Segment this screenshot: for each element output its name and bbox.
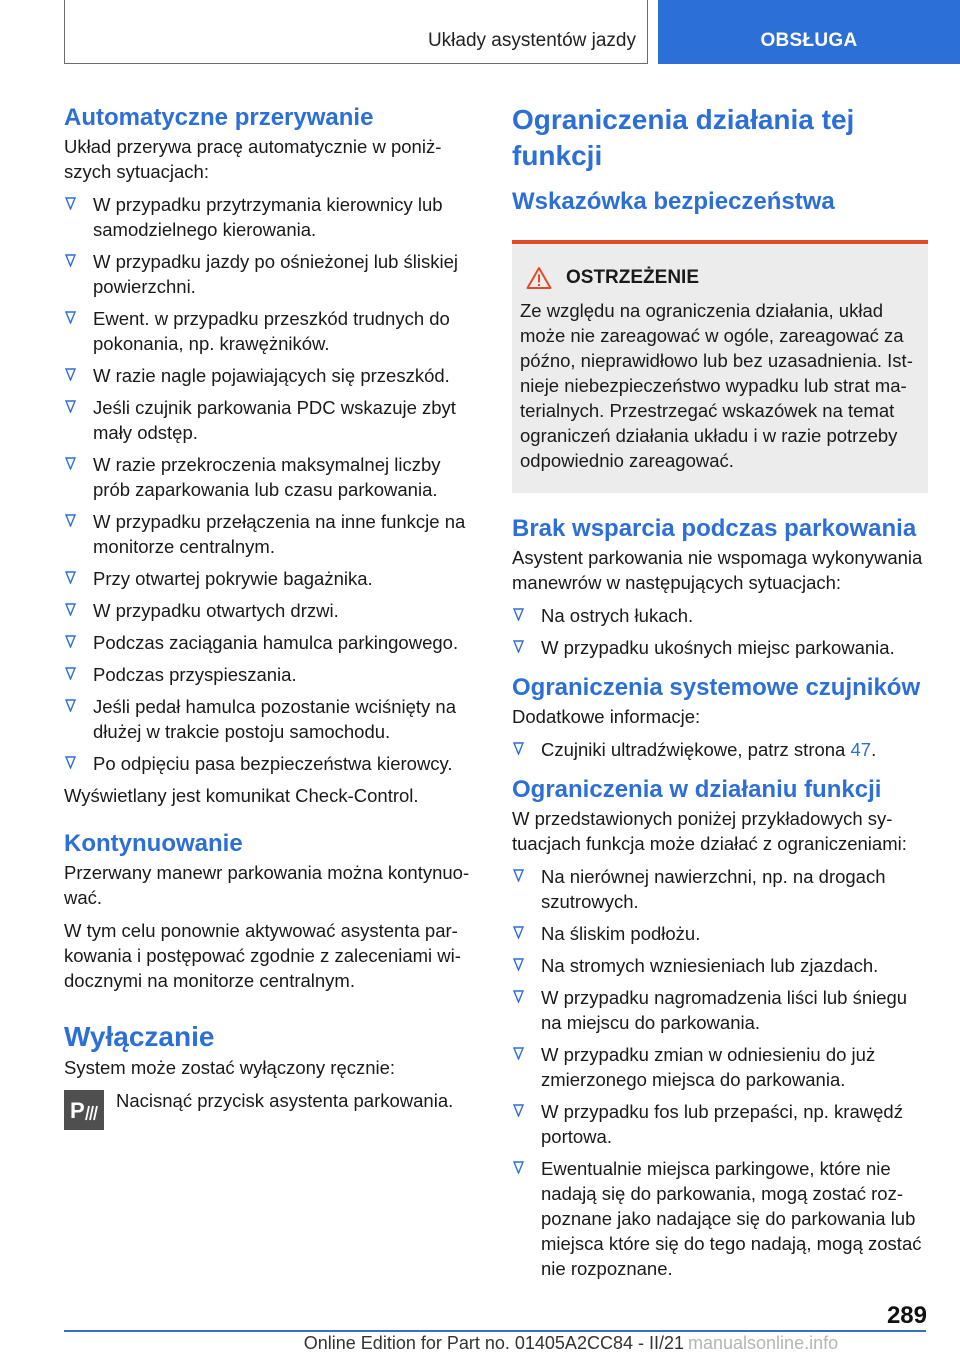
no-support-intro: Asystent parkowania nie wspomaga wykonywania manewrów w następujących sytuacjach: xyxy=(512,547,923,593)
list-item: W razie przekroczenia maksymalnej liczby prób zaparkowania lub czasu parkowania. xyxy=(64,452,478,502)
warning-title xyxy=(520,266,920,290)
page-link-47[interactable]: 47 xyxy=(850,739,872,760)
auto-intro: Układ przerywa pracę automatycznie w poniższych sytuacjach: xyxy=(64,136,442,182)
list-item: Jeśli czujnik parkowania PDC wskazuje zbyt mały odstęp. xyxy=(64,395,478,445)
right-column xyxy=(512,102,928,1288)
triangle-bullet-icon xyxy=(513,742,524,755)
heading-switch-off: Wyłączanie xyxy=(64,1021,215,1052)
list-item: W przypadku ukośnych miejsc parkowania. xyxy=(512,635,928,660)
park-assist-button-row xyxy=(64,1088,478,1130)
auto-after: Wyświetlany jest komunikat Check-Control. xyxy=(64,785,419,806)
list-item: Jeśli pedał hamulca pozostanie wciśnięty na dłużej w trakcie postoju samochodu. xyxy=(64,694,478,744)
left-column xyxy=(64,102,478,1130)
list-item: Na nierównej nawierzchni, np. na drogach szutrowych. xyxy=(512,864,928,914)
svg-text:P: P xyxy=(70,1098,85,1123)
sensor-list xyxy=(512,737,928,762)
warning-label: OSTRZEŻENIE xyxy=(566,267,700,288)
list-item: Czujniki ultradźwiękowe, patrz strona 47. xyxy=(512,737,928,762)
list-item: W przypadku przytrzymania kierownicy lub samodzielnego kierowania. xyxy=(64,192,478,242)
footer-edition: Online Edition for Part no. 01405A2CC84 - II/21 xyxy=(303,1333,684,1353)
triangle-bullet-icon xyxy=(65,254,76,267)
page-number: 289 xyxy=(886,1302,927,1329)
function-intro: W przedstawionych poniżej przykładowych sytuacjach funkcja może działać z ograniczeniami: xyxy=(512,808,907,854)
no-support-list xyxy=(512,603,928,660)
header-tab-obsluga[interactable] xyxy=(658,0,960,64)
triangle-bullet-icon xyxy=(65,635,76,648)
triangle-bullet-icon xyxy=(513,990,524,1003)
function-list xyxy=(512,864,928,1281)
list-item: Podczas przyspieszania. xyxy=(64,662,478,687)
heading-safety-note: Wskazówka bezpieczeństwa xyxy=(512,188,835,215)
triangle-bullet-icon xyxy=(65,311,76,324)
footer-watermark: manualsonline.info xyxy=(688,1333,839,1353)
heading-function-limits: Ograniczenia w działaniu funkcji xyxy=(512,776,882,803)
triangle-bullet-icon xyxy=(65,368,76,381)
list-item: W przypadku nagromadzenia liści lub śniegu na miejscu do parkowania. xyxy=(512,985,928,1035)
sensor-intro: Dodatkowe informacje: xyxy=(512,706,701,727)
list-item: Po odpięciu pasa bezpieczeństwa kierowcy. xyxy=(64,751,478,776)
triangle-bullet-icon xyxy=(513,869,524,882)
list-item: Podczas zaciągania hamulca parkingowego. xyxy=(64,630,478,655)
triangle-bullet-icon xyxy=(65,699,76,712)
warning-text: Ze względu na ograniczenia działania, układ może nie zareagować w ogóle, zareagować za późno, nieprawidłowo lub bez uzasadnienia. Istnieje niebezpieczeństwo wypadku lub strat materialnych. Przestrzegać wskazówek na temat ograniczeń działania układu i w razie potrzeby odpowiednio zareagować. xyxy=(520,300,913,471)
triangle-bullet-icon xyxy=(513,1161,524,1174)
list-item: Ewentualnie miejsca parkingowe, które nie nadają się do parkowania, mogą zostać rozpoznane jako nadające się do parkowania lub miejsca które się do tego nadają, mogą zostać nie rozpoznane. xyxy=(512,1156,928,1281)
continue-p2: W tym celu ponownie aktywować asystenta parkowania i postępować zgodnie z zaleceniami widocznymi na monitorze centralnym. xyxy=(64,920,461,991)
footer-rule xyxy=(64,1330,926,1332)
triangle-bullet-icon xyxy=(65,457,76,470)
heading-auto-interrupt: Automatyczne przerywanie xyxy=(64,104,374,131)
continue-p1: Przerwany manewr parkowania można kontynuować. xyxy=(64,862,470,908)
heading-limits: Ograniczenia działania tej funkcji xyxy=(512,104,855,171)
heading-no-support: Brak wsparcia podczas parkowania xyxy=(512,515,917,542)
triangle-bullet-icon xyxy=(65,514,76,527)
heading-sensor-limits: Ograniczenia systemowe czujników xyxy=(512,674,921,701)
triangle-bullet-icon xyxy=(65,756,76,769)
list-item: Przy otwartej pokrywie bagażnika. xyxy=(64,566,478,591)
triangle-bullet-icon xyxy=(513,958,524,971)
triangle-bullet-icon xyxy=(513,608,524,621)
triangle-bullet-icon xyxy=(65,400,76,413)
header-tab-label: OBSŁUGA xyxy=(760,30,858,51)
triangle-bullet-icon xyxy=(513,926,524,939)
triangle-bullet-icon xyxy=(65,667,76,680)
list-item: Na ostrych łukach. xyxy=(512,603,928,628)
list-item: W przypadku zmian w odniesieniu do już zmierzonego miejsca do parkowania. xyxy=(512,1042,928,1092)
list-item: Na stromych wzniesieniach lub zjazdach. xyxy=(512,953,928,978)
list-item: W razie nagle pojawiających się przeszkód. xyxy=(64,363,478,388)
list-item: W przypadku jazdy po ośnieżonej lub śliskiej powierzchni. xyxy=(64,249,478,299)
warning-triangle-icon xyxy=(526,266,552,290)
triangle-bullet-icon xyxy=(65,603,76,616)
list-item: W przypadku przełączenia na inne funkcje na monitorze centralnym. xyxy=(64,509,478,559)
triangle-bullet-icon xyxy=(65,571,76,584)
triangle-bullet-icon xyxy=(513,640,524,653)
list-item: W przypadku fos lub przepaści, np. krawędź portowa. xyxy=(512,1099,928,1149)
switch-off-intro: System może zostać wyłączony ręcznie: xyxy=(64,1057,396,1078)
auto-list xyxy=(64,192,478,776)
header-section-title: Układy asystentów jazdy xyxy=(427,30,636,51)
list-item: Na śliskim podłożu. xyxy=(512,921,928,946)
warning-box xyxy=(512,240,928,493)
switch-off-instruction: Nacisnąć przycisk asystenta parkowania. xyxy=(116,1090,454,1111)
list-item: W przypadku otwartych drzwi. xyxy=(64,598,478,623)
triangle-bullet-icon xyxy=(65,197,76,210)
park-assist-button-icon xyxy=(64,1090,104,1130)
triangle-bullet-icon xyxy=(513,1104,524,1117)
triangle-bullet-icon xyxy=(513,1047,524,1060)
list-item: Ewent. w przypadku przeszkód trudnych do pokonania, np. krawężników. xyxy=(64,306,478,356)
heading-continue: Kontynuowanie xyxy=(64,830,243,857)
